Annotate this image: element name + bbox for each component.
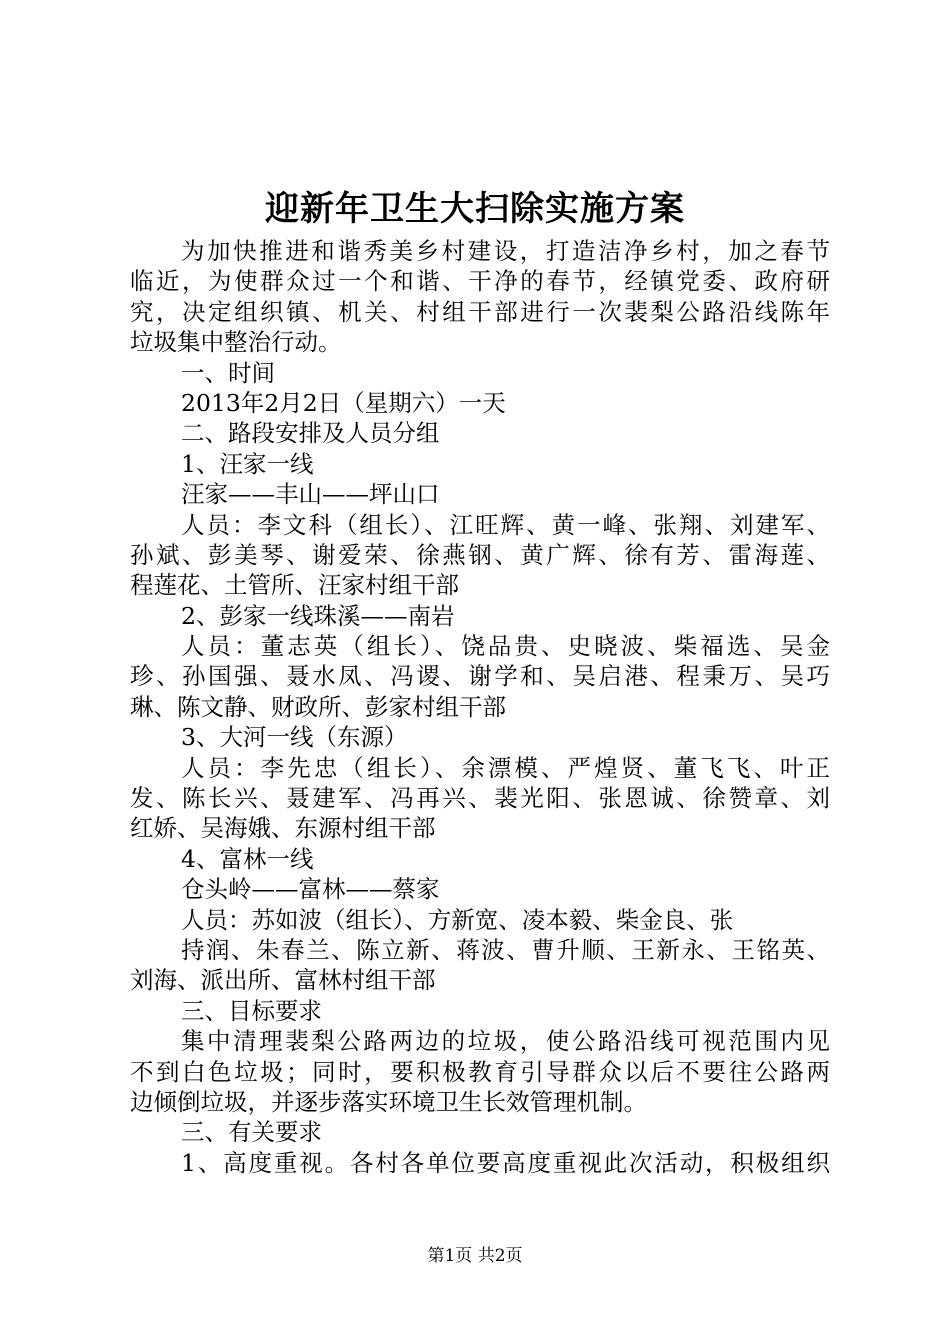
paragraph-line: 发、陈长兴、聂建军、冯再兴、裴光阳、张恩诚、徐赞章、刘 bbox=[130, 784, 830, 813]
document-body bbox=[130, 236, 830, 1178]
paragraph-line: 垃圾集中整治行动。 bbox=[130, 328, 342, 357]
section-heading: 二、路段安排及人员分组 bbox=[181, 419, 440, 448]
paragraph-line: 人员：董志英（组长）、饶品贵、史晓波、柴福选、吴金 bbox=[181, 632, 830, 661]
paragraph-line: 程莲花、土管所、汪家村组干部 bbox=[130, 571, 459, 600]
paragraph-line: 临近，为使群众过一个和谐、干净的春节，经镇党委、政府研 bbox=[130, 267, 830, 296]
paragraph-line: 集中清理裴梨公路两边的垃圾，使公路沿线可视范围内见 bbox=[181, 1027, 830, 1056]
paragraph-line: 1、高度重视。各村各单位要高度重视此次活动，积极组织 bbox=[181, 1148, 830, 1177]
subsection-heading: 4、富林一线 bbox=[181, 844, 314, 873]
section-heading: 三、有关要求 bbox=[181, 1118, 322, 1147]
paragraph-line: 人员：李文科（组长）、江旺辉、黄一峰、张翔、刘建军、 bbox=[181, 510, 830, 539]
paragraph-line: 仓头岭——富林——蔡家 bbox=[181, 875, 440, 904]
paragraph-line: 为加快推进和谐秀美乡村建设，打造洁净乡村，加之春节 bbox=[181, 237, 830, 265]
document-title: 迎新年卫生大扫除实施方案 bbox=[265, 189, 685, 229]
paragraph-line: 汪家——丰山——坪山口 bbox=[181, 480, 440, 509]
paragraph-line: 珍、孙国强、聂水凤、冯谡、谢学和、吴启港、程秉万、吴巧 bbox=[130, 662, 830, 691]
page-number-footer: 第1页 共2页 bbox=[427, 1246, 523, 1266]
paragraph-line: 刘海、派出所、富林村组干部 bbox=[130, 966, 436, 995]
subsection-heading: 2、彭家一线珠溪——南岩 bbox=[181, 601, 455, 630]
paragraph-line: 人员：苏如波（组长）、方新宽、凌本毅、柴金良、张 bbox=[181, 905, 734, 934]
paragraph-line: 琳、陈文静、财政所、彭家村组干部 bbox=[130, 692, 506, 721]
paragraph-line: 红娇、吴海娥、东源村组干部 bbox=[130, 814, 436, 843]
subsection-heading: 1、汪家一线 bbox=[181, 449, 314, 478]
section-heading: 一、时间 bbox=[181, 358, 275, 387]
subsection-heading: 3、大河一线（东源） bbox=[181, 723, 408, 752]
paragraph-line: 不到白色垃圾；同时，要积极教育引导群众以后不要往公路两 bbox=[130, 1057, 830, 1086]
paragraph-line: 边倾倒垃圾，并逐步落实环境卫生长效管理机制。 bbox=[130, 1087, 647, 1116]
paragraph-line: 孙斌、彭美琴、谢爱荣、徐燕钢、黄广辉、徐有芳、雷海莲、 bbox=[130, 540, 830, 569]
paragraph-line: 持润、朱春兰、陈立新、蒋波、曹升顺、王新永、王铭英、 bbox=[181, 935, 830, 964]
paragraph-line: 究，决定组织镇、机关、村组干部进行一次裴梨公路沿线陈年 bbox=[130, 297, 830, 326]
paragraph-line: 2013年2月2日（星期六）一天 bbox=[181, 388, 506, 417]
section-heading: 三、目标要求 bbox=[181, 996, 322, 1025]
paragraph-line: 人员：李先忠（组长）、余漂模、严煌贤、董飞飞、叶正 bbox=[181, 753, 830, 782]
